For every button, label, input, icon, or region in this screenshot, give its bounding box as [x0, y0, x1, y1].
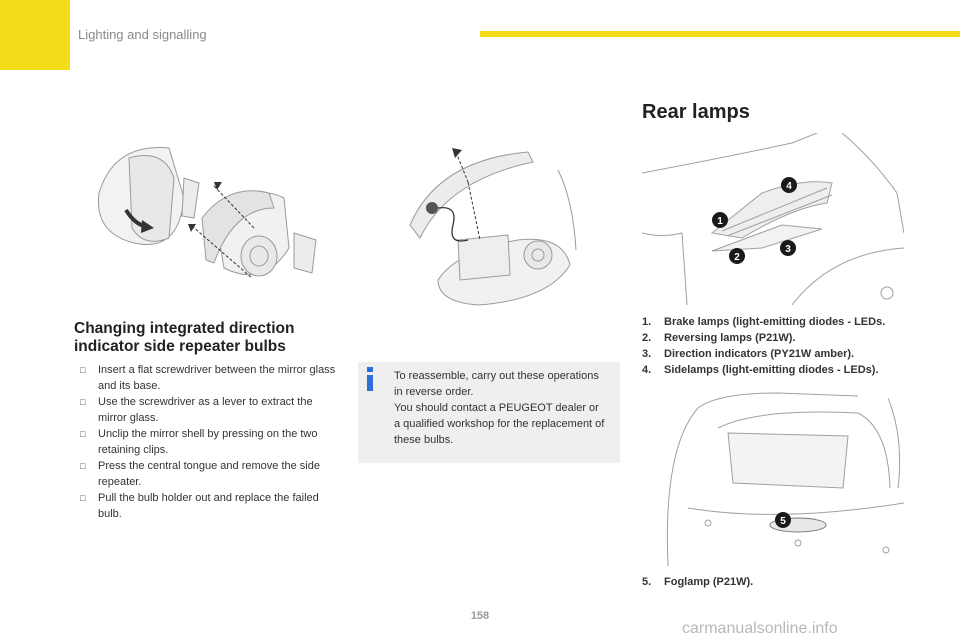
info-text	[394, 368, 608, 448]
callout-1: 1	[717, 216, 723, 227]
rear-lamps-illustration	[642, 133, 904, 305]
checkbox-bullet-icon: □	[80, 429, 86, 439]
page-number: 158	[470, 610, 490, 622]
callout-2: 2	[734, 252, 740, 263]
checkbox-bullet-icon: □	[80, 461, 86, 471]
list-item: 2. Reversing lamps (P21W).	[642, 332, 796, 344]
repeater-section-title: Changing integrated direction indicator side repeater bulbs	[74, 320, 295, 355]
list-item: 4. Sidelamps (light-emitting diodes - LEDs).	[642, 364, 879, 376]
rear-lamps-list	[642, 314, 892, 378]
info-icon	[363, 366, 377, 392]
callout-5: 5	[780, 516, 786, 527]
chapter-color-block	[0, 0, 70, 70]
checkbox-bullet-icon: □	[80, 493, 86, 503]
watermark: carmanualsonline.info	[682, 620, 838, 637]
header-accent-bar	[480, 31, 960, 37]
list-item: □ Press the central tongue and remove the side repeater.	[80, 460, 320, 488]
info-line-1: To reassemble, carry out these operations in reverse order.	[394, 370, 599, 398]
callout-4: 4	[786, 181, 792, 192]
mirror-glass-removal-illustration	[84, 138, 334, 298]
list-item: 1. Brake lamps (light-emitting diodes - LEDs.	[642, 316, 886, 328]
chapter-title: Lighting and signalling	[78, 27, 207, 42]
checkbox-bullet-icon: □	[80, 365, 86, 375]
callout-3: 3	[785, 244, 791, 255]
foglamp-illustration	[658, 388, 904, 566]
checkbox-bullet-icon: □	[80, 397, 86, 407]
list-item: 3. Direction indicators (PY21W amber).	[642, 348, 855, 360]
list-item: □ Pull the bulb holder out and replace the failed bulb.	[80, 492, 319, 520]
list-item: □ Use the screwdriver as a lever to extract the mirror glass.	[80, 396, 313, 424]
info-line-2: You should contact a PEUGEOT dealer or a qualified workshop for the replacement of these bulbs.	[394, 402, 605, 446]
repeater-steps-list	[74, 362, 344, 522]
repeater-removal-illustration	[398, 140, 580, 310]
list-item: □ Insert a flat screwdriver between the mirror glass and its base.	[80, 364, 336, 392]
foglamp-caption: 5. Foglamp (P21W).	[642, 576, 754, 588]
list-item: □ Unclip the mirror shell by pressing on the two retaining clips.	[80, 428, 318, 456]
rear-lamps-title: Rear lamps	[642, 101, 750, 123]
